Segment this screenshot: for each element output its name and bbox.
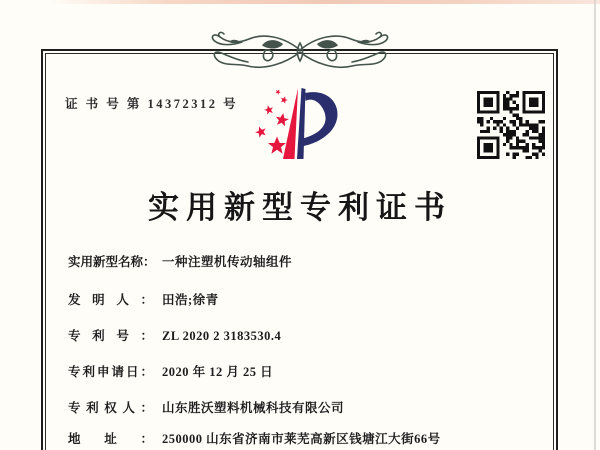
logo-stars (254, 88, 290, 153)
cnipa-patent-logo-icon (238, 86, 358, 174)
field-label: 专利权人： (68, 401, 153, 415)
field-value: 250000 山东省济南市莱芜高新区钱塘江大街66号 (162, 432, 441, 446)
field-row-inventor (68, 290, 219, 308)
field-row-application-date (68, 362, 273, 380)
field-row-patent-number (68, 326, 281, 344)
field-label: 实用新型名称： (68, 255, 156, 269)
field-value: 田浩;徐青 (162, 293, 219, 307)
certificate-title: 实用新型专利证书 (148, 190, 452, 225)
logo-navy-p (297, 88, 337, 159)
engraved-flourish-ornament (203, 30, 397, 76)
field-row-name (68, 252, 292, 270)
scan-artifact-top-band (0, 0, 600, 4)
certificate-number: 证 书 号 第 14372312 号 (65, 97, 239, 111)
field-value: 2020 年 12 月 25 日 (162, 365, 274, 379)
field-value: ZL 2020 2 3183530.4 (162, 329, 282, 343)
qr-code (477, 91, 545, 159)
field-label: 发明人： (68, 293, 153, 307)
field-label: 地址： (68, 432, 153, 446)
field-row-address (68, 429, 441, 447)
field-label: 专利号： (68, 329, 153, 343)
field-label: 专利申请日： (68, 365, 153, 379)
field-value: 山东胜沃塑料机械科技有限公司 (162, 401, 345, 415)
field-row-patentee (68, 398, 344, 416)
field-value: 一种注塑机传动轴组件 (162, 255, 293, 269)
